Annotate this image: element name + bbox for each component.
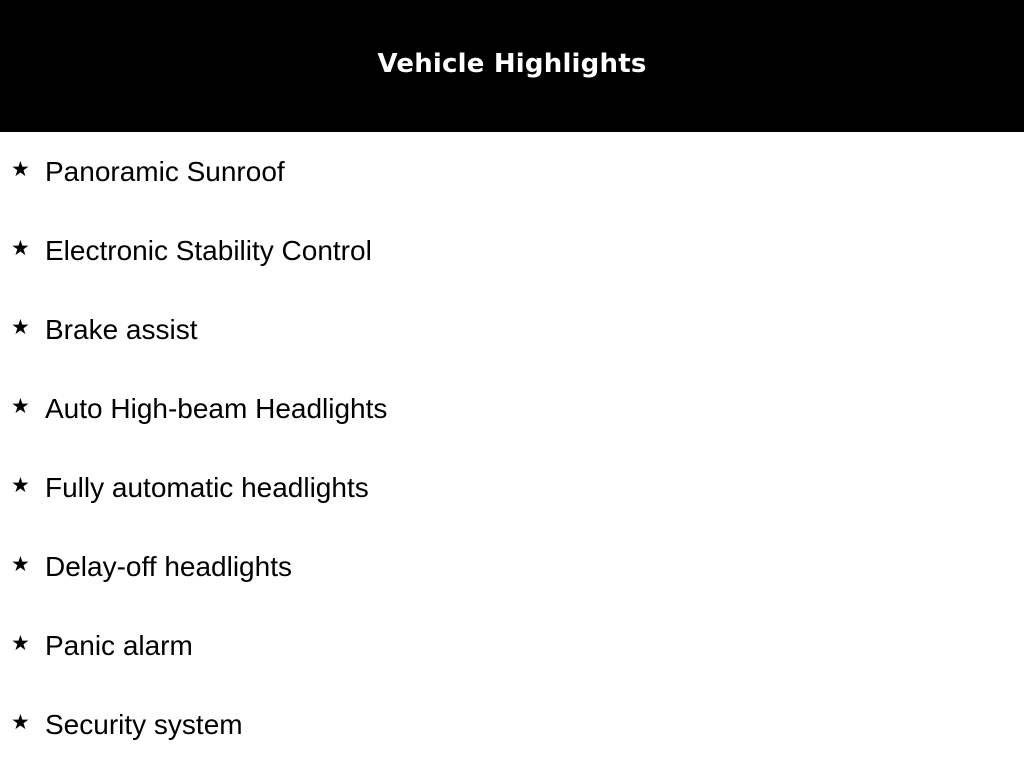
feature-label: Auto High-beam Headlights (45, 393, 388, 424)
list-item (0, 685, 1024, 764)
feature-label: Security system (45, 709, 243, 740)
list-item (0, 132, 1024, 211)
list-item (0, 527, 1024, 606)
star-icon: ★ (11, 552, 30, 576)
feature-label: Fully automatic headlights (45, 472, 369, 503)
feature-list (0, 132, 1024, 764)
page-title: Vehicle Highlights (377, 49, 647, 79)
feature-label: Delay-off headlights (45, 551, 292, 582)
star-icon: ★ (11, 631, 30, 655)
list-item (0, 606, 1024, 685)
star-icon: ★ (11, 315, 30, 339)
star-icon: ★ (11, 157, 30, 181)
feature-label: Panic alarm (45, 630, 193, 661)
list-item (0, 211, 1024, 290)
feature-label: Electronic Stability Control (45, 235, 372, 266)
star-icon: ★ (11, 473, 30, 497)
feature-label: Brake assist (45, 314, 198, 345)
list-item (0, 290, 1024, 369)
list-item (0, 448, 1024, 527)
feature-label: Panoramic Sunroof (45, 156, 285, 187)
star-icon: ★ (11, 236, 30, 260)
header-bar (0, 0, 1024, 132)
star-icon: ★ (11, 710, 30, 734)
star-icon: ★ (11, 394, 30, 418)
list-item (0, 369, 1024, 448)
